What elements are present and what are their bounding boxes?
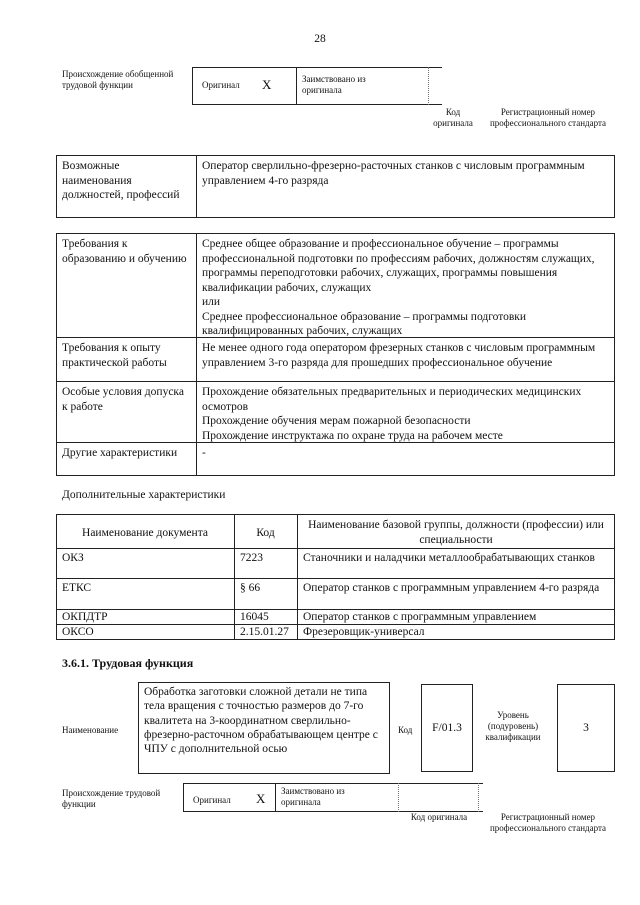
reg-number-label: Регистрационный номер профессионального стандарта (489, 107, 607, 128)
req-experience-value: Не менее одного года оператором фрезерных станков с числовым программным управлением 3-го разряда для прошедших профессиональное обучение (202, 342, 596, 369)
code-value: F/01.3 (432, 722, 462, 734)
table-row: Оператор станков с программным управлением 4-го разряда (303, 582, 600, 594)
table-row: ЕТКС (62, 582, 92, 594)
positions-label: Возможные наименования должностей, профессий (62, 160, 180, 201)
table-row: ОКСО (62, 626, 94, 638)
table-row: Фрезеровщик-универсал (303, 626, 425, 638)
origin-label: Происхождение трудовой функции (62, 788, 161, 809)
origin-label: Происхождение обобщенной трудовой функции (62, 69, 174, 90)
level-value: 3 (583, 722, 589, 734)
req-education-label: Требования к образованию и обучению (62, 238, 187, 265)
table-row: Оператор станков с программным управлением (303, 611, 537, 623)
req-admission-value: Прохождение обязательных предварительных и периодических медицинских осмотров Прохождение обучения мерам пожарной безопасности Прохождение инструктажа по охране труда на рабочем месте (202, 386, 582, 442)
table-row: 2.15.01.27 (240, 626, 289, 638)
original-mark: X (256, 791, 266, 806)
table-row: 16045 (240, 611, 269, 623)
reg-number-label: Регистрационный номер профессионального стандарта (489, 812, 607, 833)
page-number: 28 (314, 33, 326, 45)
extra-header-doc: Наименование документа (82, 527, 208, 539)
borrowed-label: Заимствовано из оригинала (302, 74, 366, 95)
req-education-value: Среднее общее образование и профессиональное обучение – программы профессиональной подготовки по профессиям рабочих, должностям служащих, программы переподготовки рабочих, служащих, программы повышения квалификации рабочих, служащих или Среднее профессиональное образование – программы подготовки квалифицированных рабочих, служащих (202, 238, 595, 337)
table-row: § 66 (240, 582, 261, 594)
section-title: 3.6.1. Трудовая функция (62, 656, 194, 670)
extra-header-name: Наименование базовой группы, должности (профессии) или специальности (308, 519, 604, 546)
level-label: Уровень (подуровень) квалификации (485, 710, 541, 742)
table-row: Станочники и наладчики металлообрабатывающих станков (303, 552, 595, 564)
req-other-value: - (202, 447, 206, 459)
name-value: Обработка заготовки сложной детали не типа тела вращения с точностью размеров до 7-го квалитета на 3-координатном сверлильно-фрезерно-расточном обрабатывающем центре с ЧПУ с дополнительной осью (138, 682, 390, 774)
code-label: Код (398, 725, 413, 735)
req-admission-label: Особые условия допуска к работе (62, 386, 184, 413)
table-row: 7223 (240, 552, 263, 564)
extra-header-code: Код (256, 527, 275, 539)
code-original-label: Код оригинала (410, 812, 468, 822)
extra-title: Дополнительные характеристики (62, 489, 226, 501)
borrowed-label: Заимствовано из оригинала (281, 786, 345, 807)
original-label: Оригинал (193, 795, 231, 805)
name-label: Наименование (62, 725, 119, 735)
req-other-label: Другие характеристики (62, 447, 178, 459)
req-experience-label: Требования к опыту практической работы (62, 342, 167, 369)
positions-value: Оператор сверлильно-фрезерно-расточных станков с числовым программным управлением 4-го разряда (202, 160, 585, 187)
original-mark: X (262, 77, 272, 92)
original-label: Оригинал (202, 80, 240, 90)
table-row: ОКЗ (62, 552, 84, 564)
code-original-label: Код оригинала (433, 107, 473, 128)
table-row: ОКПДТР (62, 611, 108, 623)
